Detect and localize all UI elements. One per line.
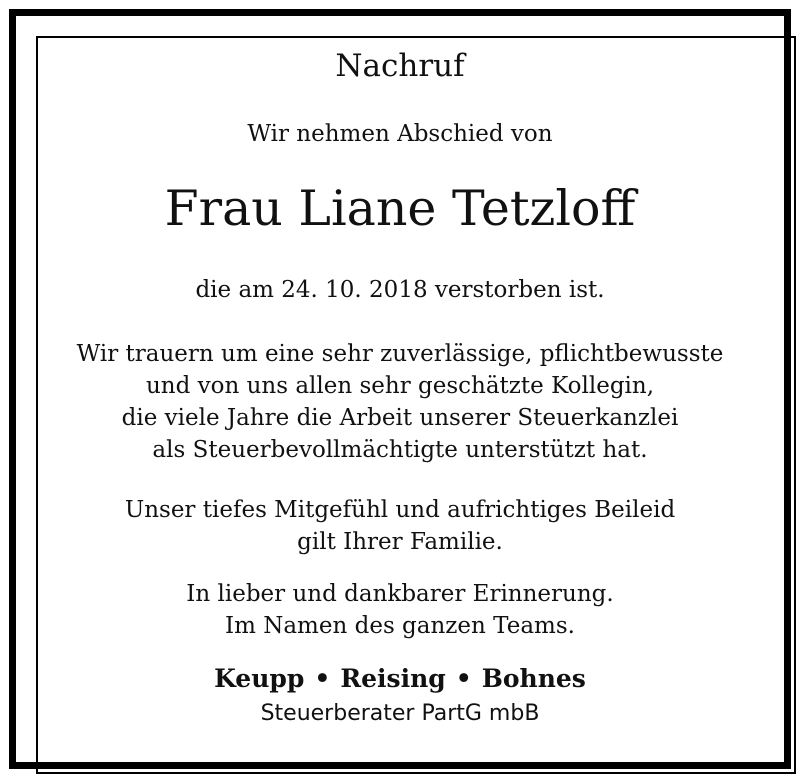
- condolence-line-1: Unser tiefes Mitgefühl und aufrichtiges Beileid: [124, 497, 676, 523]
- firm-name: [20, 664, 780, 694]
- closing-line-1: In lieber und dankbarer Erinnerung.: [186, 581, 614, 607]
- tribute-line-2: und von uns allen sehr geschätzte Kollegin,: [145, 373, 655, 399]
- condolence-line-2: gilt Ihrer Familie.: [297, 529, 503, 555]
- separator-dot: •: [455, 664, 472, 693]
- tribute-line-1: Wir trauern um eine sehr zuverlässige, pflichtbewusste: [76, 341, 724, 367]
- partner-name: Reising: [340, 664, 446, 693]
- notice-heading: Nachruf: [335, 48, 465, 84]
- tribute-line-4: als Steuerbevollmächtigte unterstützt hat.: [152, 437, 648, 463]
- closing-line-2: Im Namen des ganzen Teams.: [225, 613, 575, 639]
- firm-subtitle: Steuerberater PartG mbB: [260, 701, 540, 726]
- death-date-line: die am 24. 10. 2018 verstorben ist.: [195, 277, 605, 303]
- separator-dot: •: [314, 664, 331, 693]
- intro-line: Wir nehmen Abschied von: [247, 121, 553, 147]
- tribute-line-3: die viele Jahre die Arbeit unserer Steuerkanzlei: [121, 405, 679, 431]
- deceased-name: Frau Liane Tetzloff: [164, 180, 636, 237]
- partner-name: Keupp: [214, 664, 305, 693]
- partner-name: Bohnes: [481, 664, 586, 693]
